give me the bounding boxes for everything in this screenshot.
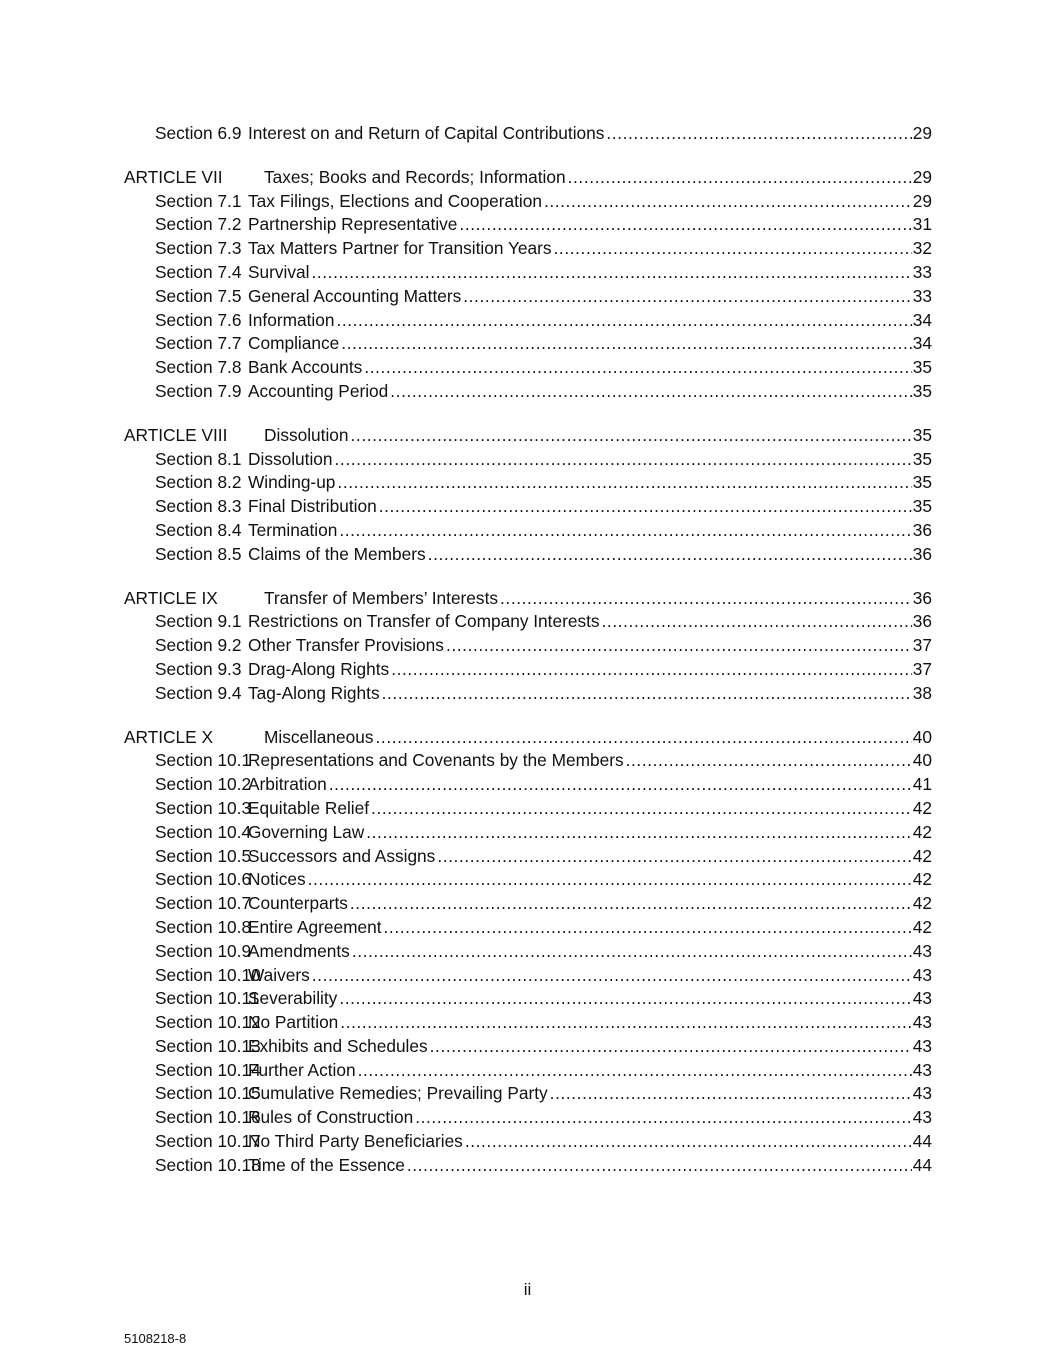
toc-entry-title: Dissolution bbox=[248, 448, 333, 469]
toc-entry-page: 42 bbox=[912, 916, 932, 937]
toc-section-row[interactable] bbox=[124, 916, 932, 940]
toc-entry-page: 43 bbox=[912, 940, 932, 961]
toc-entry-number: Section 10.16 bbox=[155, 1107, 261, 1128]
toc-section-row[interactable] bbox=[124, 610, 932, 634]
toc-entry-title: Waivers bbox=[248, 964, 310, 985]
dot-leader bbox=[552, 237, 912, 261]
toc-entry-page: 31 bbox=[912, 214, 932, 235]
toc-entry-title: No Third Party Beneficiaries bbox=[248, 1131, 463, 1152]
toc-entry-title: Taxes; Books and Records; Information bbox=[264, 166, 566, 187]
toc-article-row[interactable] bbox=[124, 587, 932, 611]
dot-leader bbox=[444, 634, 912, 658]
toc-section-row[interactable] bbox=[124, 749, 932, 773]
dot-leader bbox=[349, 424, 912, 448]
dot-leader bbox=[364, 821, 912, 845]
toc-entry-page: 40 bbox=[912, 726, 932, 747]
toc-entry-number: Section 10.13 bbox=[155, 1035, 261, 1056]
toc-entry-title: Compliance bbox=[248, 333, 340, 354]
toc-entry-title: Survival bbox=[248, 261, 310, 282]
toc-section-row[interactable] bbox=[124, 309, 932, 333]
toc-entry-page: 40 bbox=[912, 750, 932, 771]
toc-entry-page: 38 bbox=[912, 682, 932, 703]
toc-entry-page: 29 bbox=[912, 123, 932, 143]
toc-entry-title: Notices bbox=[248, 869, 306, 890]
document-id: 5108218-8 bbox=[124, 1331, 187, 1346]
toc-entry-title: Information bbox=[248, 309, 335, 330]
toc-entry-page: 35 bbox=[912, 380, 932, 401]
toc-entry-number: Section 8.1 bbox=[155, 448, 242, 469]
toc-entry-page: 43 bbox=[912, 1059, 932, 1080]
toc-entry-number: Section 8.4 bbox=[155, 519, 242, 540]
toc-entry-title: Time of the Essence bbox=[248, 1154, 405, 1175]
toc-entry-page: 29 bbox=[912, 166, 932, 187]
toc-entry-title: No Partition bbox=[248, 1012, 339, 1033]
toc-section-row[interactable] bbox=[124, 1106, 932, 1130]
toc-entry-page: 42 bbox=[912, 893, 932, 914]
toc-section-row[interactable] bbox=[124, 495, 932, 519]
toc-section-row[interactable] bbox=[124, 940, 932, 964]
toc-section-row[interactable] bbox=[124, 773, 932, 797]
toc-entry-number: Section 6.9 bbox=[155, 123, 242, 143]
toc-entry-title: Amendments bbox=[248, 940, 350, 961]
toc-entry-page: 35 bbox=[912, 424, 932, 445]
toc-section-row[interactable] bbox=[124, 987, 932, 1011]
toc-entry-title: Exhibits and Schedules bbox=[248, 1035, 428, 1056]
dot-leader bbox=[348, 892, 912, 916]
toc-article-row[interactable] bbox=[124, 726, 932, 750]
toc-entry-page: 36 bbox=[912, 543, 932, 564]
dot-leader bbox=[306, 868, 912, 892]
table-of-contents bbox=[124, 122, 932, 1178]
toc-entry-number: Section 10.17 bbox=[155, 1131, 261, 1152]
toc-entry-page: 43 bbox=[912, 1107, 932, 1128]
toc-entry-title: Representations and Covenants by the Members bbox=[248, 750, 624, 771]
toc-entry-number: Section 7.1 bbox=[155, 190, 242, 211]
toc-entry-number: Section 8.5 bbox=[155, 543, 242, 564]
toc-entry-title: Winding-up bbox=[248, 472, 336, 493]
toc-section-row[interactable] bbox=[124, 634, 932, 658]
dot-leader bbox=[389, 658, 912, 682]
toc-entry-title: Equitable Relief bbox=[248, 797, 370, 818]
toc-entry-title: Claims of the Members bbox=[248, 543, 426, 564]
toc-section-row[interactable] bbox=[124, 1059, 932, 1083]
dot-leader bbox=[413, 1106, 912, 1130]
dot-leader bbox=[369, 797, 912, 821]
toc-entry-number: Section 8.3 bbox=[155, 496, 242, 517]
toc-entry-number: Section 9.2 bbox=[155, 635, 242, 656]
toc-section-row[interactable] bbox=[124, 1082, 932, 1106]
dot-leader bbox=[542, 190, 912, 214]
toc-entry-number: Section 10.2 bbox=[155, 774, 252, 795]
toc-entry-title: Interest on and Return of Capital Contributions bbox=[248, 123, 605, 143]
toc-entry-number: Section 10.6 bbox=[155, 869, 252, 890]
toc-entry-number: Section 10.4 bbox=[155, 821, 252, 842]
toc-entry-title: Entire Agreement bbox=[248, 916, 382, 937]
dot-leader bbox=[310, 964, 912, 988]
toc-entry-title: Counterparts bbox=[248, 893, 348, 914]
toc-entry-number: Section 7.8 bbox=[155, 357, 242, 378]
toc-entry-page: 37 bbox=[912, 635, 932, 656]
toc-entry-page: 43 bbox=[912, 1083, 932, 1104]
toc-section-row[interactable] bbox=[124, 821, 932, 845]
dot-leader bbox=[388, 380, 912, 404]
dot-leader bbox=[339, 332, 912, 356]
toc-entry-number: Section 10.1 bbox=[155, 750, 252, 771]
dot-leader bbox=[362, 356, 911, 380]
toc-entry-number: Section 8.2 bbox=[155, 472, 242, 493]
toc-entry-page: 43 bbox=[912, 1012, 932, 1033]
toc-section-row[interactable] bbox=[124, 892, 932, 916]
toc-entry-number: Section 10.14 bbox=[155, 1059, 261, 1080]
toc-section-row[interactable] bbox=[124, 332, 932, 356]
toc-section-row[interactable] bbox=[124, 658, 932, 682]
dot-leader bbox=[405, 1154, 912, 1178]
toc-entry-page: 33 bbox=[912, 261, 932, 282]
toc-entry-page: 36 bbox=[912, 611, 932, 632]
toc-entry-title: Drag-Along Rights bbox=[248, 658, 390, 679]
toc-entry-page: 35 bbox=[912, 448, 932, 469]
page-number: ii bbox=[523, 1280, 532, 1299]
toc-entry-page: 43 bbox=[912, 964, 932, 985]
toc-entry-page: 42 bbox=[912, 821, 932, 842]
dot-leader bbox=[337, 987, 911, 1011]
toc-entry-page: 42 bbox=[912, 845, 932, 866]
toc-entry-title: Rules of Construction bbox=[248, 1107, 414, 1128]
toc-entry-title: Tax Filings, Elections and Cooperation bbox=[248, 190, 542, 211]
toc-entry-page: 44 bbox=[912, 1154, 932, 1175]
dot-leader bbox=[428, 1035, 912, 1059]
toc-entry-title: Final Distribution bbox=[248, 496, 377, 517]
toc-entry-number: ARTICLE IX bbox=[124, 587, 218, 608]
dot-leader bbox=[624, 749, 912, 773]
toc-entry-title: Termination bbox=[248, 519, 338, 540]
toc-entry-number: Section 9.1 bbox=[155, 611, 242, 632]
toc-entry-title: Partnership Representative bbox=[248, 214, 458, 235]
toc-entry-title: Bank Accounts bbox=[248, 357, 363, 378]
toc-entry-page: 35 bbox=[912, 472, 932, 493]
toc-entry-page: 36 bbox=[912, 519, 932, 540]
dot-leader bbox=[600, 610, 912, 634]
toc-section-row[interactable] bbox=[124, 471, 932, 495]
dot-leader bbox=[548, 1082, 912, 1106]
toc-entry-page: 37 bbox=[912, 658, 932, 679]
toc-section-row[interactable] bbox=[124, 845, 932, 869]
toc-entry-number: Section 9.4 bbox=[155, 682, 242, 703]
toc-entry-number: Section 9.3 bbox=[155, 658, 242, 679]
toc-section-row[interactable] bbox=[124, 797, 932, 821]
toc-section-row[interactable] bbox=[124, 682, 932, 706]
toc-entry-title: Arbitration bbox=[248, 774, 327, 795]
toc-section-row[interactable] bbox=[124, 190, 932, 214]
toc-entry-title: Other Transfer Provisions bbox=[248, 635, 444, 656]
toc-entry-number: ARTICLE VII bbox=[124, 166, 223, 187]
toc-entry-number: ARTICLE X bbox=[124, 726, 213, 747]
toc-entry-number: Section 10.11 bbox=[155, 988, 260, 1009]
toc-entry-title: Transfer of Members’ Interests bbox=[264, 587, 499, 608]
toc-entry-title: General Accounting Matters bbox=[248, 285, 462, 306]
dot-leader bbox=[356, 1059, 912, 1083]
dot-leader bbox=[337, 519, 911, 543]
dot-leader bbox=[463, 1130, 912, 1154]
toc-section-row[interactable] bbox=[124, 448, 932, 472]
toc-article-row[interactable] bbox=[124, 166, 932, 190]
toc-entry-number: Section 7.9 bbox=[155, 380, 242, 401]
toc-entry-title: Miscellaneous bbox=[264, 726, 374, 747]
toc-entry-number: Section 10.3 bbox=[155, 797, 252, 818]
dot-leader bbox=[327, 773, 912, 797]
toc-entry-page: 34 bbox=[912, 309, 932, 330]
toc-section-row[interactable] bbox=[124, 964, 932, 988]
toc-entry-page: 41 bbox=[912, 774, 932, 795]
toc-entry-number: Section 10.10 bbox=[155, 964, 261, 985]
dot-leader bbox=[333, 448, 912, 472]
toc-section-row[interactable] bbox=[124, 519, 932, 543]
toc-entry-number: Section 7.3 bbox=[155, 238, 242, 259]
dot-leader bbox=[426, 543, 912, 567]
toc-entry-title: Dissolution bbox=[264, 424, 349, 445]
dot-leader bbox=[338, 1011, 911, 1035]
dot-leader bbox=[350, 940, 912, 964]
toc-entry-number: Section 7.7 bbox=[155, 333, 242, 354]
toc-entry-number: Section 7.5 bbox=[155, 285, 242, 306]
toc-entry-page: 35 bbox=[912, 496, 932, 517]
toc-entry-title: Successors and Assigns bbox=[248, 845, 436, 866]
toc-entry-title: Cumulative Remedies; Prevailing Party bbox=[248, 1083, 548, 1104]
dot-leader bbox=[461, 285, 912, 309]
toc-section-row[interactable] bbox=[124, 261, 932, 285]
dot-leader bbox=[435, 845, 911, 869]
toc-entry-page: 32 bbox=[912, 238, 932, 259]
toc-entry-number: ARTICLE VIII bbox=[124, 424, 228, 445]
dot-leader bbox=[604, 122, 911, 146]
toc-entry-number: Section 7.6 bbox=[155, 309, 242, 330]
toc-entry-number: Section 7.4 bbox=[155, 261, 242, 282]
toc-section-row[interactable] bbox=[124, 868, 932, 892]
toc-section-row[interactable] bbox=[124, 122, 932, 146]
dot-leader bbox=[498, 587, 912, 611]
toc-entry-title: Tag-Along Rights bbox=[248, 682, 380, 703]
toc-entry-number: Section 10.12 bbox=[155, 1012, 261, 1033]
toc-section-row[interactable] bbox=[124, 1154, 932, 1178]
toc-entry-page: 44 bbox=[912, 1131, 932, 1152]
dot-leader bbox=[380, 682, 912, 706]
toc-entry-number: Section 7.2 bbox=[155, 214, 242, 235]
dot-leader bbox=[377, 495, 912, 519]
toc-section-row[interactable] bbox=[124, 1035, 932, 1059]
toc-section-row[interactable] bbox=[124, 237, 932, 261]
toc-section-row[interactable] bbox=[124, 356, 932, 380]
toc-entry-number: Section 10.9 bbox=[155, 940, 252, 961]
toc-entry-number: Section 10.18 bbox=[155, 1154, 261, 1175]
dot-leader bbox=[309, 261, 911, 285]
dot-leader bbox=[374, 726, 912, 750]
toc-entry-title: Further Action bbox=[248, 1059, 356, 1080]
dot-leader bbox=[457, 213, 911, 237]
toc-entry-page: 36 bbox=[912, 587, 932, 608]
toc-entry-page: 29 bbox=[912, 190, 932, 211]
toc-entry-title: Tax Matters Partner for Transition Years bbox=[248, 238, 552, 259]
toc-section-row[interactable] bbox=[124, 1011, 932, 1035]
toc-entry-number: Section 10.5 bbox=[155, 845, 252, 866]
toc-section-row[interactable] bbox=[124, 1130, 932, 1154]
dot-leader bbox=[382, 916, 912, 940]
toc-entry-page: 43 bbox=[912, 988, 932, 1009]
toc-entry-page: 42 bbox=[912, 869, 932, 890]
toc-entry-title: Governing Law bbox=[248, 821, 365, 842]
toc-entry-page: 34 bbox=[912, 333, 932, 354]
toc-entry-page: 43 bbox=[912, 1035, 932, 1056]
toc-entry-title: Restrictions on Transfer of Company Interests bbox=[248, 611, 600, 632]
toc-article-row[interactable] bbox=[124, 424, 932, 448]
toc-entry-number: Section 10.7 bbox=[155, 893, 252, 914]
toc-section-row[interactable] bbox=[124, 380, 932, 404]
toc-entry-page: 35 bbox=[912, 357, 932, 378]
dot-leader bbox=[566, 166, 912, 190]
toc-entry-page: 33 bbox=[912, 285, 932, 306]
dot-leader bbox=[334, 309, 911, 333]
toc-entry-title: Accounting Period bbox=[248, 380, 389, 401]
toc-entry-title: Severability bbox=[248, 988, 338, 1009]
toc-entry-number: Section 10.15 bbox=[155, 1083, 261, 1104]
toc-section-row[interactable] bbox=[124, 285, 932, 309]
dot-leader bbox=[335, 471, 911, 495]
toc-entry-page: 42 bbox=[912, 797, 932, 818]
toc-section-row[interactable] bbox=[124, 213, 932, 237]
toc-section-row[interactable] bbox=[124, 543, 932, 567]
toc-entry-number: Section 10.8 bbox=[155, 916, 252, 937]
